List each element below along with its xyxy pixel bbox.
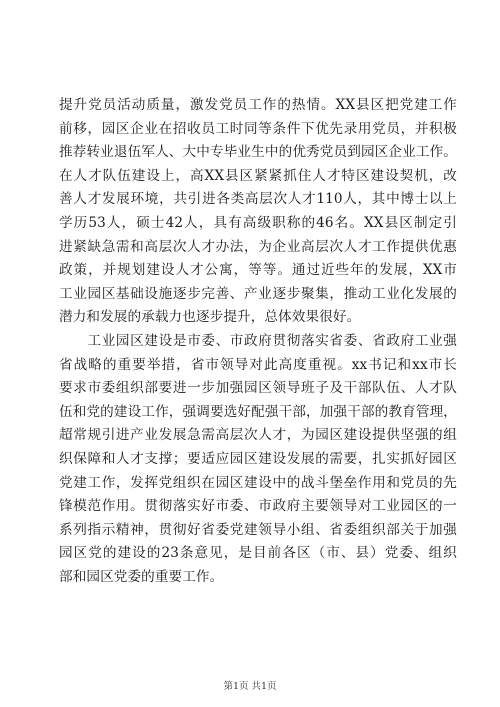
text-line: 善人才发展环境，共引进各类高层次人才110人，其中博士以上 <box>59 191 457 208</box>
page-footer: 第1页 共1页 <box>223 681 277 692</box>
text-line: 潜力和发展的承载力也逐步提升，总体效果很好。 <box>59 309 361 326</box>
text-line: 要求市委组织部要进一步加强园区领导班子及干部队伍、人才队 <box>59 380 457 397</box>
text-line: 织保障和人才支撑；要适应园区建设发展的需要，扎实抓好园区 <box>59 450 457 467</box>
text-line: 进紧缺急需和高层次人才办法，为企业高层次人才工作提供优惠 <box>59 238 457 255</box>
text-line: 党建工作，发挥党组织在园区建设中的战斗堡垒作用和党员的先 <box>59 474 457 491</box>
text-line: 锋模范作用。贯彻落实好市委、市政府主要领导对工业园区的一 <box>59 498 457 515</box>
text-line: 工业园区建设是市委、市政府贯彻落实省委、省政府工业强 <box>59 332 457 349</box>
text-line: 省战略的重要举措，省市领导对此高度重视。xx书记和xx市长 <box>59 356 457 373</box>
text-line: 超常规引进产业发展急需高层次人才，为园区建设提供坚强的组 <box>59 427 457 444</box>
text-line: 园区党的建设的23条意见，是目前各区（市、县）党委、组织 <box>59 545 457 562</box>
text-line: 伍和党的建设工作，强调要选好配强干部，加强干部的教育管理， <box>59 403 457 420</box>
text-line: 部和园区党委的重要工作。 <box>59 568 224 585</box>
text-line: 系列指示精神，贯彻好省委党建领导小组、省委组织部关于加强 <box>59 521 457 538</box>
text-line: 前移，园区企业在招收员工时同等条件下优先录用党员，并积极 <box>59 120 457 137</box>
body-text <box>59 94 457 589</box>
text-line: 在人才队伍建设上，高XX县区紧紧抓住人才特区建设契机，改 <box>59 167 457 184</box>
text-line: 政策，并规划建设人才公寓，等等。通过近些年的发展，XX市 <box>59 262 457 279</box>
text-line: 提升党员活动质量，激发党员工作的热情。XX县区把党建工作 <box>59 97 457 113</box>
text-line: 推荐转业退伍军人、大中专毕业生中的优秀党员到园区企业工作。 <box>59 144 457 161</box>
text-line: 学历53人，硕士42人，具有高级职称的46名。XX县区制定引 <box>59 214 457 231</box>
text-line: 工业园区基础设施逐步完善、产业逐步聚集，推动工业化发展的 <box>59 285 457 302</box>
